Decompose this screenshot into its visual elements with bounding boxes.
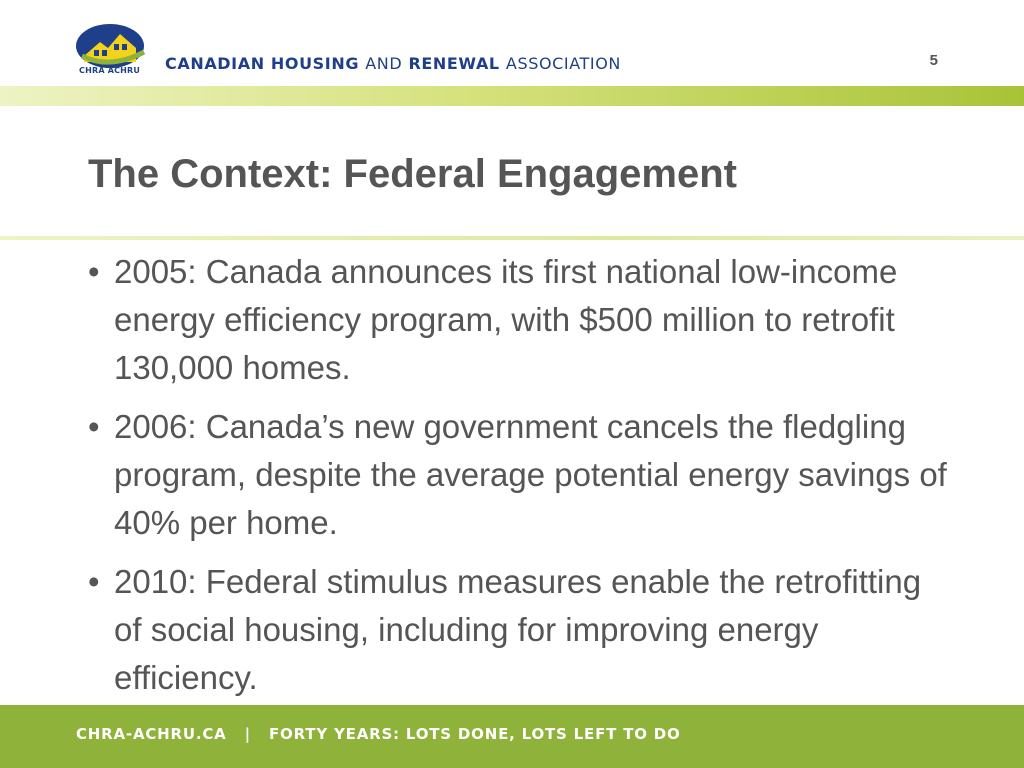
slide-header <box>0 0 1024 86</box>
slide-footer <box>0 705 1024 768</box>
logo-caption: CHRA ACHRU <box>79 66 141 75</box>
slide-title: The Context: Federal Engagement <box>88 152 737 196</box>
bullet-mark: • <box>88 563 100 600</box>
footer-separator: | <box>244 725 251 743</box>
footer-site-link[interactable]: CHRA-ACHRU.CA <box>76 725 227 743</box>
bullet-item <box>88 248 948 392</box>
bullet-text: 2010: Federal stimulus measures enable the retrofitting of social housing, including for improving energy efficiency. <box>114 563 922 696</box>
organization-name <box>165 54 621 73</box>
org-name-part: ASSOCIATION <box>505 54 622 73</box>
bullet-mark: • <box>88 408 100 445</box>
title-divider <box>0 236 1024 240</box>
bullet-mark: • <box>88 253 100 290</box>
bullet-text: 2006: Canada’s new government cancels the fledgling program, despite the average potential energy savings of 40% per home. <box>114 408 947 541</box>
bullet-item <box>88 403 948 547</box>
header-accent-band <box>0 86 1024 106</box>
org-name-part: RENEWAL <box>408 54 500 73</box>
bullet-item <box>88 558 948 702</box>
footer-text <box>76 725 681 743</box>
footer-tagline: FORTY YEARS: LOTS DONE, LOTS LEFT TO DO <box>269 725 681 743</box>
slide-number: 5 <box>929 52 938 69</box>
org-name-part: AND <box>365 54 403 73</box>
bullet-text: 2005: Canada announces its first national low-income energy efficiency program, with $500 million to retrofit 130,000 homes. <box>114 253 898 386</box>
org-name-part: CANADIAN HOUSING <box>165 54 360 73</box>
bullet-list <box>88 248 948 713</box>
